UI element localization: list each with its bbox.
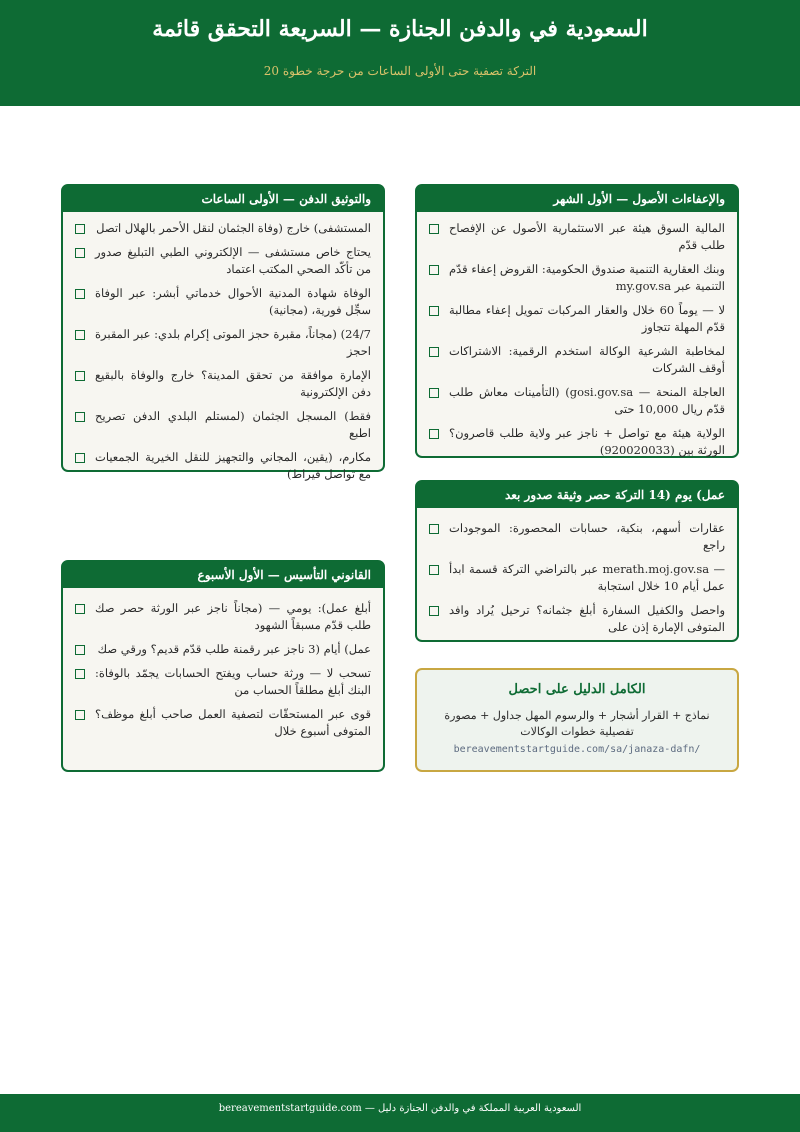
checklist-item: عقارات أسهم، بنكية، حسابات المحصورة: الموجودات راجع — [429, 520, 725, 554]
page-footer — [0, 1094, 800, 1132]
checkbox[interactable] — [75, 330, 85, 340]
checklist-item: المالية السوق هيئة عبر الاستثمارية الأصول عن الإفصاح طلب قدّم — [429, 220, 725, 254]
checklist-item: الولاية هيئة مع تواصل + ناجز عبر ولاية طلب قاصرون؟ الورثة بين (920020033) — [429, 425, 725, 459]
page-header — [0, 0, 800, 106]
guide-description: نماذج + القرار أشجار + والرسوم المهل جداول + مصورة تفصيلية خطوات الوكالات — [444, 709, 710, 738]
checkbox[interactable] — [75, 604, 85, 614]
checklist-item: وبنك العقارية التنمية صندوق الحكومية: القروض إعفاء قدّم التنمية عبر my.gov.sa — [429, 261, 725, 295]
checkbox[interactable] — [75, 453, 85, 463]
estate-checklist — [417, 508, 737, 636]
page-subtitle: التركة تصفية حتى الأولى الساعات من حرجة خطوة 20 — [263, 64, 537, 78]
checklist-item: — merath.moj.gov.sa عبر بالتراضي التركة قسمة ابدأ عمل أيام 10 خلال استجابة — [429, 561, 725, 595]
checkbox[interactable] — [429, 347, 439, 357]
legal-checklist — [63, 588, 383, 740]
assets-card-heading: والإعفاءات الأصول — الأول الشهر — [417, 186, 737, 212]
guide-title: الكامل الدليل على احصل — [508, 682, 646, 697]
checklist-item: فقط) المسجل الجثمان (لمستلم البلدي الدفن تصريح اطبع — [75, 408, 371, 442]
checklist-item: أبلغ عمل): يومي — (مجاناً ناجز عبر الورثة حصر صك طلب قدّم مسبقاً الشهود — [75, 600, 371, 634]
checklist-item: 24/7) (مجاناً، مقبرة حجز الموتى إكرام بلدي: عبر المقبرة احجز — [75, 326, 371, 360]
checklist-item: عمل) أيام (3 ناجز عبر رقمنة طلب قدّم قديم؟ ورقي صك — [75, 641, 371, 658]
checkbox[interactable] — [429, 224, 439, 234]
assets-checklist — [417, 212, 737, 459]
burial-checklist — [63, 212, 383, 483]
checklist-item: يحتاج خاص مستشفى — الإلكتروني الطبي التبليغ صدور من تأكّد الصحي المكتب اعتماد — [75, 244, 371, 278]
checklist-item: الوفاة شهادة المدنية الأحوال خدماتي أبشر: عبر الوفاة سجِّل فورية، (مجانية) — [75, 285, 371, 319]
checklist-item: الإمارة موافقة من تحقق المدينة؟ خارج والوفاة بالبقيع دفن الإلكترونية — [75, 367, 371, 401]
page-title: السعودية في والدفن الجنازة — السريعة التحقق قائمة — [152, 16, 648, 42]
checkbox[interactable] — [75, 224, 85, 234]
estate-card-heading: عمل) يوم (14 التركة حصر وثيقة صدور بعد — [417, 482, 737, 508]
guide-link[interactable]: bereavementstartguide.com/sa/janaza-dafn/ — [453, 744, 701, 755]
legal-card — [61, 560, 385, 772]
checkbox[interactable] — [75, 371, 85, 381]
checklist-item: تسحب لا — ورثة حساب ويفتح الحسابات يجمّد بالوفاة: البنك أبلغ مطلقاً الحساب من — [75, 665, 371, 699]
checkbox[interactable] — [429, 606, 439, 616]
full-guide-callout — [415, 668, 739, 772]
checkbox[interactable] — [429, 388, 439, 398]
checklist-item: قوى عبر المستحقّات لتصفية العمل صاحب أبلغ موظف؟ المتوفى أسبوع خلال — [75, 706, 371, 740]
checkbox[interactable] — [75, 248, 85, 258]
checkbox[interactable] — [75, 412, 85, 422]
checklist-item: لا — يوماً 60 خلال والعقار المركبات تمويل إعفاء مطالبة قدّم المهلة تتجاوز — [429, 302, 725, 336]
footer-text: السعودية العربية المملكة في والدفن الجنازة دليل — bereavementstartguide.com — [218, 1103, 582, 1114]
checkbox[interactable] — [75, 645, 85, 655]
checklist-item: المستشفى) خارج (وفاة الجثمان لنقل الأحمر بالهلال اتصل — [75, 220, 371, 237]
checkbox[interactable] — [75, 289, 85, 299]
estate-card — [415, 480, 739, 642]
checklist-item: العاجلة المنحة — gosi.gov.sa) (التأمينات معاش طلب قدّم ريال 10,000 حتى — [429, 384, 725, 418]
checkbox[interactable] — [429, 429, 439, 439]
burial-card-heading: والتوثيق الدفن — الأولى الساعات — [63, 186, 383, 212]
burial-card — [61, 184, 385, 481]
checklist-item: لمخاطبة الشرعية الوكالة استخدم الرقمية: الاشتراكات أوقف الشركات — [429, 343, 725, 377]
checklist-item: واحصل والكفيل السفارة أبلغ جثمانه؟ ترحيل يُراد وافد المتوفى الإمارة إذن على — [429, 602, 725, 636]
checkbox[interactable] — [75, 710, 85, 720]
checkbox[interactable] — [429, 565, 439, 575]
checkbox[interactable] — [429, 265, 439, 275]
checkbox[interactable] — [429, 306, 439, 316]
checkbox[interactable] — [75, 669, 85, 679]
legal-card-heading: القانوني التأسيس — الأول الأسبوع — [63, 562, 383, 588]
checklist-item: مكارم، (يقين، المجاني والتجهيز للنقل الخيرية الجمعيات مع تواصل قيراط) — [75, 449, 371, 483]
checkbox[interactable] — [429, 524, 439, 534]
assets-card — [415, 184, 739, 458]
